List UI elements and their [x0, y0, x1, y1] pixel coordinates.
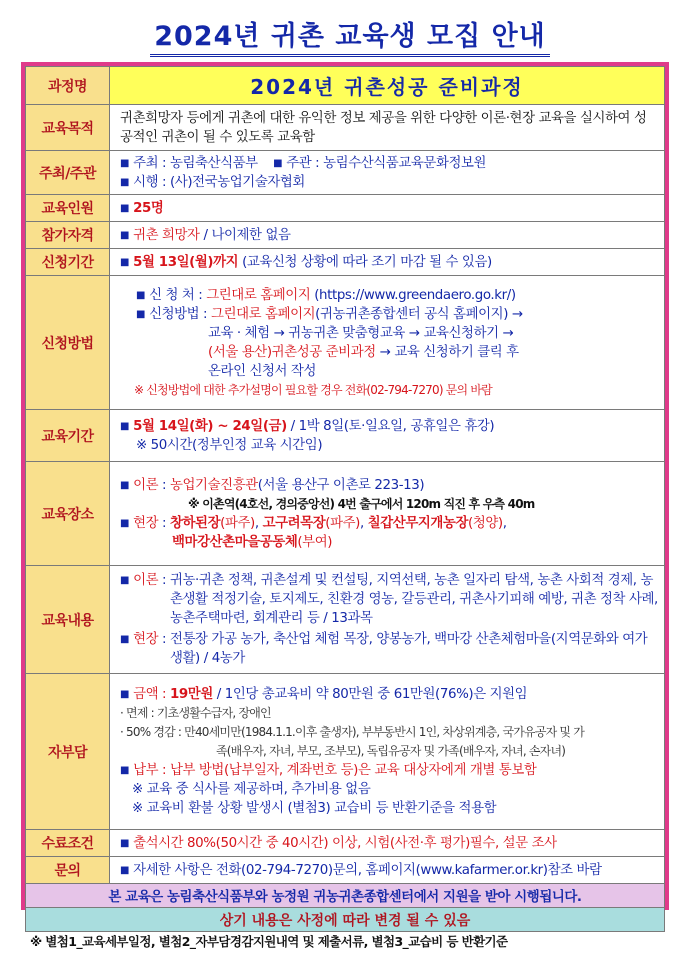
fee-pay-text: 납부 방법(납부일자, 계좌번호 등)은 교육 대상자에게 개별 통보함: [169, 763, 537, 778]
exec-key: 시행: [133, 174, 159, 190]
bullet-icon: ■: [120, 256, 130, 268]
page-title: 2024년 귀촌 교육생 모집 안내: [0, 14, 700, 53]
content-field-text: 전통장 가공 농가, 축산업 체험 목장, 양봉농가, 백마강 산촌체험마을(지역문화와 여가생활) / 4농가: [169, 632, 648, 666]
row-purpose: [26, 105, 665, 151]
row-count: [26, 195, 665, 222]
label-place: 교육장소: [26, 462, 110, 566]
notice-frame: [21, 62, 669, 929]
count-text: [110, 195, 665, 222]
label-content: 교육내용: [26, 566, 110, 674]
place-theory-addr: (서울 용산구 이촌로 223-13): [257, 477, 425, 493]
qual-main: 귀촌 희망자: [133, 227, 200, 243]
notice-table: [25, 66, 665, 932]
org-key: 주관: [286, 155, 312, 171]
complete-body: 출석시간 80%(50시간 중 40시간) 이상, 시험(사전·후 평가)필수, 설문 조사: [133, 835, 557, 851]
apply-date: 5월 13일(월)까지: [133, 254, 239, 270]
row-footer-change: [26, 908, 665, 932]
content-field-key: 현장: [133, 632, 159, 647]
place-theory-key: 이론: [133, 477, 159, 493]
bullet-icon: ■: [120, 229, 130, 241]
fee-note-1: ※ 교육 중 식사를 제공하며, 추가비용 없음: [132, 782, 371, 797]
method-l1-rest: (https://www.greendaero.go.kr/): [310, 287, 516, 303]
footer-support: 본 교육은 농림축산식품부와 농정원 귀농귀촌종합센터에서 지원을 받아 시행됩니다.: [26, 884, 665, 908]
row-host: [26, 151, 665, 195]
host-key: 주최: [133, 155, 159, 171]
inquiry-body: 자세한 사항은 전화(02-794-7270)문의, 홈페이지(www.kafarmer.or.kr)참조 바람: [133, 862, 602, 878]
place-text: ■ 이론 : 농업기술진흥관(서울 용산구 이촌로 223-13) ※ 이촌역(4호선, 경의중앙선) 4번 출구에서 120m 직진 후 우측 40m ■ 현장 : 창하된장(파주), 고구려목장(파주), 칠갑산무지개농장(청양), 백마강산촌마을공동체(부여): [110, 462, 665, 566]
row-fee: [26, 674, 665, 830]
edu-date: 5월 14일(화) ~ 24일(금): [133, 418, 287, 434]
row-apply-period: [26, 249, 665, 276]
method-l2-rest: (귀농귀촌종합센터 공식 홈페이지) →: [315, 306, 523, 322]
edu-period-text: [110, 410, 665, 462]
bullet-icon: ■: [120, 765, 130, 776]
place-f3: 칠갑산무지개농장: [367, 515, 469, 531]
bullet-icon: ■: [120, 837, 130, 849]
edu-hours: ※ 50시간(정부인정 교육 시간임): [136, 437, 323, 453]
bullet-icon: ■: [120, 517, 130, 529]
bullet-icon: ■: [120, 575, 130, 586]
method-l4-rest: → 교육 신청하기 클릭 후: [375, 344, 519, 360]
row-place: [26, 462, 665, 566]
label-method: 신청방법: [26, 276, 110, 410]
method-l2-red: 그린대로 홈페이지: [211, 306, 316, 322]
method-text: [110, 276, 665, 410]
bullet-icon: ■: [120, 479, 130, 491]
content-text: ■ 이론 : 귀농·귀촌 정책, 귀촌설계 및 컨설팅, 지역선택, 농촌 일자리 탐색, 농촌 사회적 경제, 농촌생활 적정기술, 토지제도, 친환경 영농, 갈등관리, 귀촌사기피해 예방, 귀촌 정착 사례, 농촌주택마련, 회계관리 등 / 13과목 ■ 현장 : 전통장 가공 농가, 축산업 체험 목장, 양봉농가, 백마강 산촌체험마을(지역문화와 여가생활) / 4농가: [110, 566, 665, 674]
bullet-icon: ■: [120, 420, 130, 432]
attachment-footnote: ※ 별첨1_교육세부일정, 별첨2_자부담경감지원내역 및 제출서류, 별첨3_교습비 등 반환기준: [30, 934, 508, 949]
label-count: 교육인원: [26, 195, 110, 222]
exec-value: (사)전국농업기술자협회: [169, 174, 305, 190]
count-value: 25명: [133, 200, 164, 216]
row-course: [26, 67, 665, 105]
fee-note-2: ※ 교육비 환불 상황 발생시 (별첨3) 교습비 등 반환기준을 적용함: [132, 801, 497, 816]
label-complete: 수료조건: [26, 830, 110, 857]
label-qual: 참가자격: [26, 222, 110, 249]
host-text: ■ 주최 : 농림축산식품부 ■ 주관 : 농림수산식품교육문화정보원 ■ 시행 : (사)전국농업기술자협회: [110, 151, 665, 195]
fee-text: [110, 674, 665, 830]
bullet-icon: ■: [136, 308, 146, 320]
place-f4-region: (부여): [297, 534, 333, 550]
place-f2: 고구려목장: [262, 515, 326, 531]
row-content: [26, 566, 665, 674]
apply-note: (교육신청 상황에 따라 조기 마감 될 수 있음): [242, 254, 492, 270]
bullet-icon: ■: [120, 864, 130, 876]
method-l2-key: 신청방법 :: [149, 306, 212, 322]
row-footer-support: [26, 884, 665, 908]
fee-discount-1: · 50% 경감 : 만40세미만(1984.1.1.이후 출생자), 부부동반시 1인, 차상위계층, 국가유공자 및 가: [120, 725, 585, 739]
method-l3: 교육 · 체험 → 귀농귀촌 맞춤형교육 → 교육신청하기 →: [208, 325, 514, 341]
label-inquiry: 문의: [26, 857, 110, 884]
bullet-icon: ■: [120, 157, 130, 169]
fee-pay-key: 납부 :: [133, 763, 170, 778]
fee-discount-2: 족(배우자, 자녀, 부모, 조부모), 독립유공자 및 가족(배우자, 자녀, 손자녀): [216, 744, 566, 758]
bullet-icon: ■: [120, 634, 130, 645]
method-l5: 온라인 신청서 작성: [208, 363, 316, 379]
method-l6: ※ 신청방법에 대한 추가설명이 필요할 경우 전화(02-794-7270) 문의 바람: [134, 382, 492, 397]
inquiry-text: [110, 857, 665, 884]
label-fee: 자부담: [26, 674, 110, 830]
edu-rest: / 1박 8일(토·일요일, 공휴일은 휴강): [286, 418, 495, 434]
fee-amount: 19만원: [169, 687, 213, 702]
purpose-text: [110, 105, 665, 151]
fee-amount-rest: / 1인당 총교육비 약 80만원 중 61만원(76%)은 지원임: [212, 687, 528, 702]
fee-exempt: · 면제 : 기초생활수급자, 장애인: [120, 706, 271, 720]
footer-change: 상기 내용은 사정에 따라 변경 될 수 있음: [26, 908, 665, 932]
place-f1-region: (파주): [220, 515, 255, 531]
label-course: 과정명: [26, 67, 110, 105]
fee-amount-key: 금액 :: [133, 687, 170, 702]
method-l1-red: 그린대로 홈페이지: [206, 287, 311, 303]
row-complete: [26, 830, 665, 857]
org-value: 농림수산식품교육문화정보원: [323, 155, 487, 171]
apply-period-text: [110, 249, 665, 276]
place-f2-region: (파주): [325, 515, 360, 531]
row-edu-period: [26, 410, 665, 462]
complete-text: [110, 830, 665, 857]
course-name: 2024년 귀촌성공 준비과정: [110, 67, 665, 105]
label-edu-period: 교육기간: [26, 410, 110, 462]
place-f4: 백마강산촌마을공동체: [172, 534, 298, 550]
label-purpose: 교육목적: [26, 105, 110, 151]
bullet-icon: ■: [120, 689, 130, 700]
label-host: 주최/주관: [26, 151, 110, 195]
qual-sep: /: [203, 227, 208, 243]
place-f1: 창하된장: [169, 515, 221, 531]
method-l4-red: (서울 용산)귀촌성공 준비과정: [208, 344, 376, 360]
row-qual: [26, 222, 665, 249]
place-field-key: 현장: [133, 515, 159, 531]
method-l1-key: 신 청 처 :: [149, 287, 207, 303]
row-inquiry: [26, 857, 665, 884]
bullet-icon: ■: [120, 202, 130, 214]
content-theory-key: 이론: [133, 573, 159, 588]
place-f3-region: (청양): [468, 515, 503, 531]
bullet-icon: ■: [120, 176, 130, 188]
qual-text: [110, 222, 665, 249]
qual-rest: 나이제한 없음: [211, 227, 291, 243]
bullet-icon: ■: [273, 157, 283, 169]
purpose-body: 귀촌희망자 등에게 귀촌에 대한 유익한 정보 제공을 위한 다양한 이론·현장 교육을 실시하여 성공적인 귀촌이 될 수 있도록 교육함: [120, 110, 647, 145]
label-apply-period: 신청기간: [26, 249, 110, 276]
row-method: [26, 276, 665, 410]
bullet-icon: ■: [136, 289, 146, 301]
content-theory-text: 귀농·귀촌 정책, 귀촌설계 및 컨설팅, 지역선택, 농촌 일자리 탐색, 농촌 사회적 경제, 농촌생활 적정기술, 토지제도, 친환경 영농, 갈등관리, 귀촌사기피해 예방, 귀촌 정착 사례, 농촌주택마련, 회계관리 등 / 13과목: [169, 573, 658, 626]
place-theory-val: 농업기술진흥관: [169, 477, 258, 493]
host-value: 농림축산식품부: [169, 155, 258, 171]
place-station: ※ 이촌역(4호선, 경의중앙선) 4번 출구에서 120m 직진 후 우측 40m: [188, 496, 535, 511]
